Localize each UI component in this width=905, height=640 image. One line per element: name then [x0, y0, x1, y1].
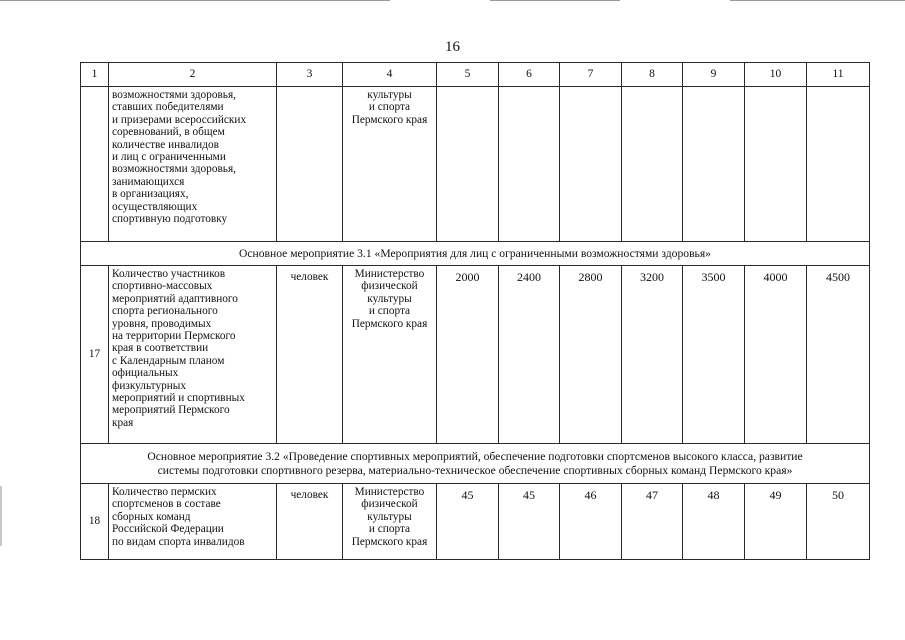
unit-cell: [277, 87, 343, 242]
value-cell: [622, 87, 683, 242]
column-number: 11: [807, 63, 870, 87]
indicators-table: [80, 62, 870, 560]
page-number: 16: [445, 39, 460, 55]
value-cell: 46: [560, 484, 622, 560]
unit-cell: человек: [277, 484, 343, 560]
table-row: [81, 266, 870, 444]
value-cell: [807, 87, 870, 242]
column-number: 3: [277, 63, 343, 87]
value-cell: 2000: [437, 266, 499, 444]
value-cell: 2400: [499, 266, 560, 444]
unit-cell: человек: [277, 266, 343, 444]
section-row: [81, 242, 870, 266]
value-cell: 47: [622, 484, 683, 560]
column-number: 2: [109, 63, 277, 87]
responsible-executor: культуры и спорта Пермского края: [343, 87, 437, 242]
column-number: 10: [745, 63, 807, 87]
value-cell: [683, 87, 745, 242]
column-number: 6: [499, 63, 560, 87]
value-cell: 3200: [622, 266, 683, 444]
scan-edge-line: [0, 0, 390, 1]
value-cell: 50: [807, 484, 870, 560]
column-number: 4: [343, 63, 437, 87]
section-row: [81, 444, 870, 484]
column-number: 5: [437, 63, 499, 87]
scan-edge-line: [730, 0, 905, 1]
value-cell: 4000: [745, 266, 807, 444]
section-heading: Основное мероприятие 3.2 «Проведение спортивных мероприятий, обеспечение подготовки спортсменов высокого класса, развитие системы подготовки спортивного резерва, материально-техническое обеспечение спортивных сборных команд Пермского края»: [81, 444, 870, 484]
indicator-name: возможностями здоровья, ставших победителями и призерами всероссийских соревнований, в общем количестве инвалидов и лиц с ограниченными возможностями здоровья, занимающихся в организациях, осуществляющих спортивную подготовку: [109, 87, 277, 242]
column-number: 8: [622, 63, 683, 87]
value-cell: 3500: [683, 266, 745, 444]
value-cell: 2800: [560, 266, 622, 444]
section-heading: Основное мероприятие 3.1 «Мероприятия для лиц с ограниченными возможностями здоровья»: [81, 242, 870, 266]
value-cell: [745, 87, 807, 242]
scan-edge-mark: [0, 486, 2, 546]
responsible-executor: Министерство физической культуры и спорта Пермского края: [343, 266, 437, 444]
indicator-name: Количество участников спортивно-массовых мероприятий адаптивного спорта регионального уровня, проводимых на территории Пермского края в соответствии с Календарным планом официальных физкультурных мероприятий и спортивных мероприятий Пермского края: [109, 266, 277, 444]
table-row: [81, 484, 870, 560]
row-number: [81, 87, 109, 242]
value-cell: [560, 87, 622, 242]
value-cell: 49: [745, 484, 807, 560]
column-number: 1: [81, 63, 109, 87]
scan-edge-line: [490, 0, 620, 1]
row-number: 18: [81, 484, 109, 560]
value-cell: [437, 87, 499, 242]
row-number: 17: [81, 266, 109, 444]
responsible-executor: Министерство физической культуры и спорта Пермского края: [343, 484, 437, 560]
indicator-name: Количество пермских спортсменов в составе сборных команд Российской Федерации по видам спорта инвалидов: [109, 484, 277, 560]
value-cell: [499, 87, 560, 242]
table-row: [81, 87, 870, 242]
column-number: 7: [560, 63, 622, 87]
column-number: 9: [683, 63, 745, 87]
value-cell: 48: [683, 484, 745, 560]
value-cell: 45: [499, 484, 560, 560]
column-number-row: [81, 63, 870, 87]
value-cell: 45: [437, 484, 499, 560]
value-cell: 4500: [807, 266, 870, 444]
